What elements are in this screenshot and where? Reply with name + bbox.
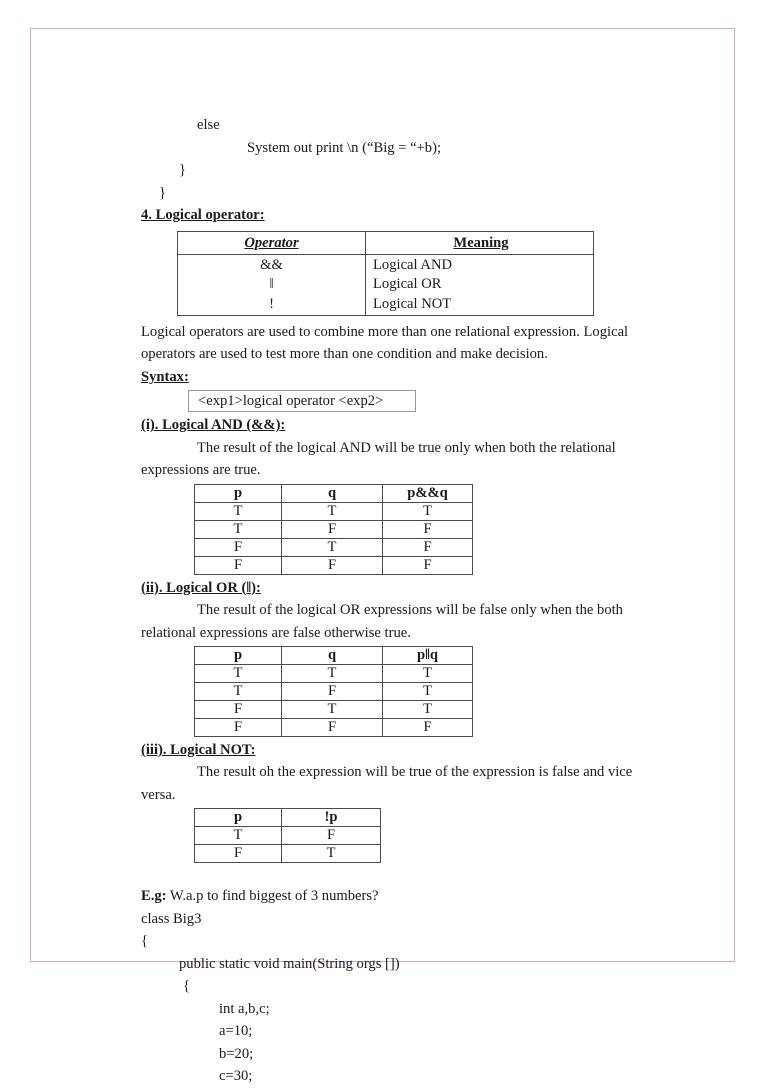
operator-meanings-cell [366,254,594,316]
cell-result: F [383,538,473,556]
code-line-assign-b: b=20; [219,1045,254,1062]
cell-result: T [383,664,473,682]
example-label: E.g: [141,888,167,905]
spacer [141,865,651,885]
header-p-or-q: p‖q [383,646,473,664]
header-p: p [195,646,282,664]
intro-paragraph: Logical operators are used to combine more than one relational expression. Logical operators are used to test more than one condition and make decision. [141,324,629,363]
table-row [195,502,473,520]
table-row [195,682,473,700]
cell-q: T [282,664,383,682]
table-row [195,718,473,736]
cell-q: T [282,502,383,520]
truth-table-and [194,484,473,575]
header-p: p [195,484,282,502]
syntax-label: Syntax: [141,368,189,385]
cell-result: F [383,556,473,574]
code-line-main-signature: public static void main(String orgs []) [179,955,400,972]
cell-p: F [195,845,282,863]
header-p-and-q: p&&q [383,484,473,502]
page-border-frame [30,28,735,1085]
code-line-close-brace-outer: } [159,184,167,201]
cell-p: F [195,556,282,574]
code-block-top [141,114,651,204]
table-header-row [195,646,473,664]
description-logical-not: The result oh the expression will be true of the expression is false and vice versa. [141,764,633,803]
operator-symbols-cell [178,254,366,316]
table-row [195,520,473,538]
cell-p: T [195,520,282,538]
cell-result: T [383,700,473,718]
code-line-assign-c: c=30; [219,1068,253,1085]
header-operator: Operator [178,231,366,254]
code-line-open-brace-main: { [183,978,191,995]
cell-p: T [195,664,282,682]
table-row [178,254,594,316]
cell-q: F [282,520,383,538]
description-logical-or: The result of the logical OR expressions will be false only when the both relational expressions are false otherwise true. [141,602,623,641]
table-row [195,664,473,682]
header-meaning: Meaning [366,231,594,254]
table-row [195,827,381,845]
code-line-close-brace-inner: } [179,162,187,178]
truth-table-or [194,646,473,737]
meaning-not: Logical NOT [373,295,452,312]
cell-q: F [282,718,383,736]
table-header-row [195,484,473,502]
meaning-or: Logical OR [373,276,442,292]
cell-result: T [383,682,473,700]
header-not-p: !p [282,809,381,827]
table-row [195,556,473,574]
operator-or-symbol: ‖ [269,276,274,292]
meaning-and: Logical AND [373,256,453,273]
section-heading-logical-operator: 4. Logical operator: [141,207,265,223]
cell-result: T [282,845,381,863]
code-line-declare-vars: int a,b,c; [219,1000,270,1017]
cell-p: T [195,827,282,845]
example-title-line [141,885,651,908]
cell-q: T [282,700,383,718]
code-line-class: class Big3 [141,910,202,927]
cell-p: F [195,700,282,718]
table-header-row [178,231,594,254]
code-line-print: System out print \n (“Big = “+b); [247,139,442,156]
table-row [195,845,381,863]
cell-result: F [383,718,473,736]
cell-result: F [383,520,473,538]
code-line-else: else [197,117,220,133]
table-row [195,538,473,556]
operator-meaning-table [177,231,594,317]
table-header-row [195,809,381,827]
cell-result: T [383,502,473,520]
header-q: q [282,646,383,664]
cell-q: F [282,556,383,574]
cell-result: F [282,827,381,845]
table-row [195,700,473,718]
heading-logical-not: (iii). Logical NOT: [141,741,256,758]
operator-not-symbol: ! [269,295,274,312]
cell-q: F [282,682,383,700]
syntax-box: <exp1>logical operator <exp2> [188,390,416,412]
header-p: p [195,809,282,827]
cell-p: F [195,538,282,556]
heading-logical-and: (i). Logical AND (&&): [141,417,286,434]
cell-q: T [282,538,383,556]
code-line-assign-a: a=10; [219,1023,253,1040]
cell-p: F [195,718,282,736]
header-q: q [282,484,383,502]
description-logical-and: The result of the logical AND will be true only when both the relational expressions are true. [141,439,616,479]
truth-table-not [194,808,381,863]
cell-p: T [195,682,282,700]
example-question: W.a.p to find biggest of 3 numbers? [166,888,379,905]
operator-and-symbol: && [260,256,283,273]
document-content [141,114,651,1088]
cell-p: T [195,502,282,520]
code-line-open-brace-class: { [141,933,149,950]
heading-logical-or: (ii). Logical OR (‖): [141,579,261,596]
